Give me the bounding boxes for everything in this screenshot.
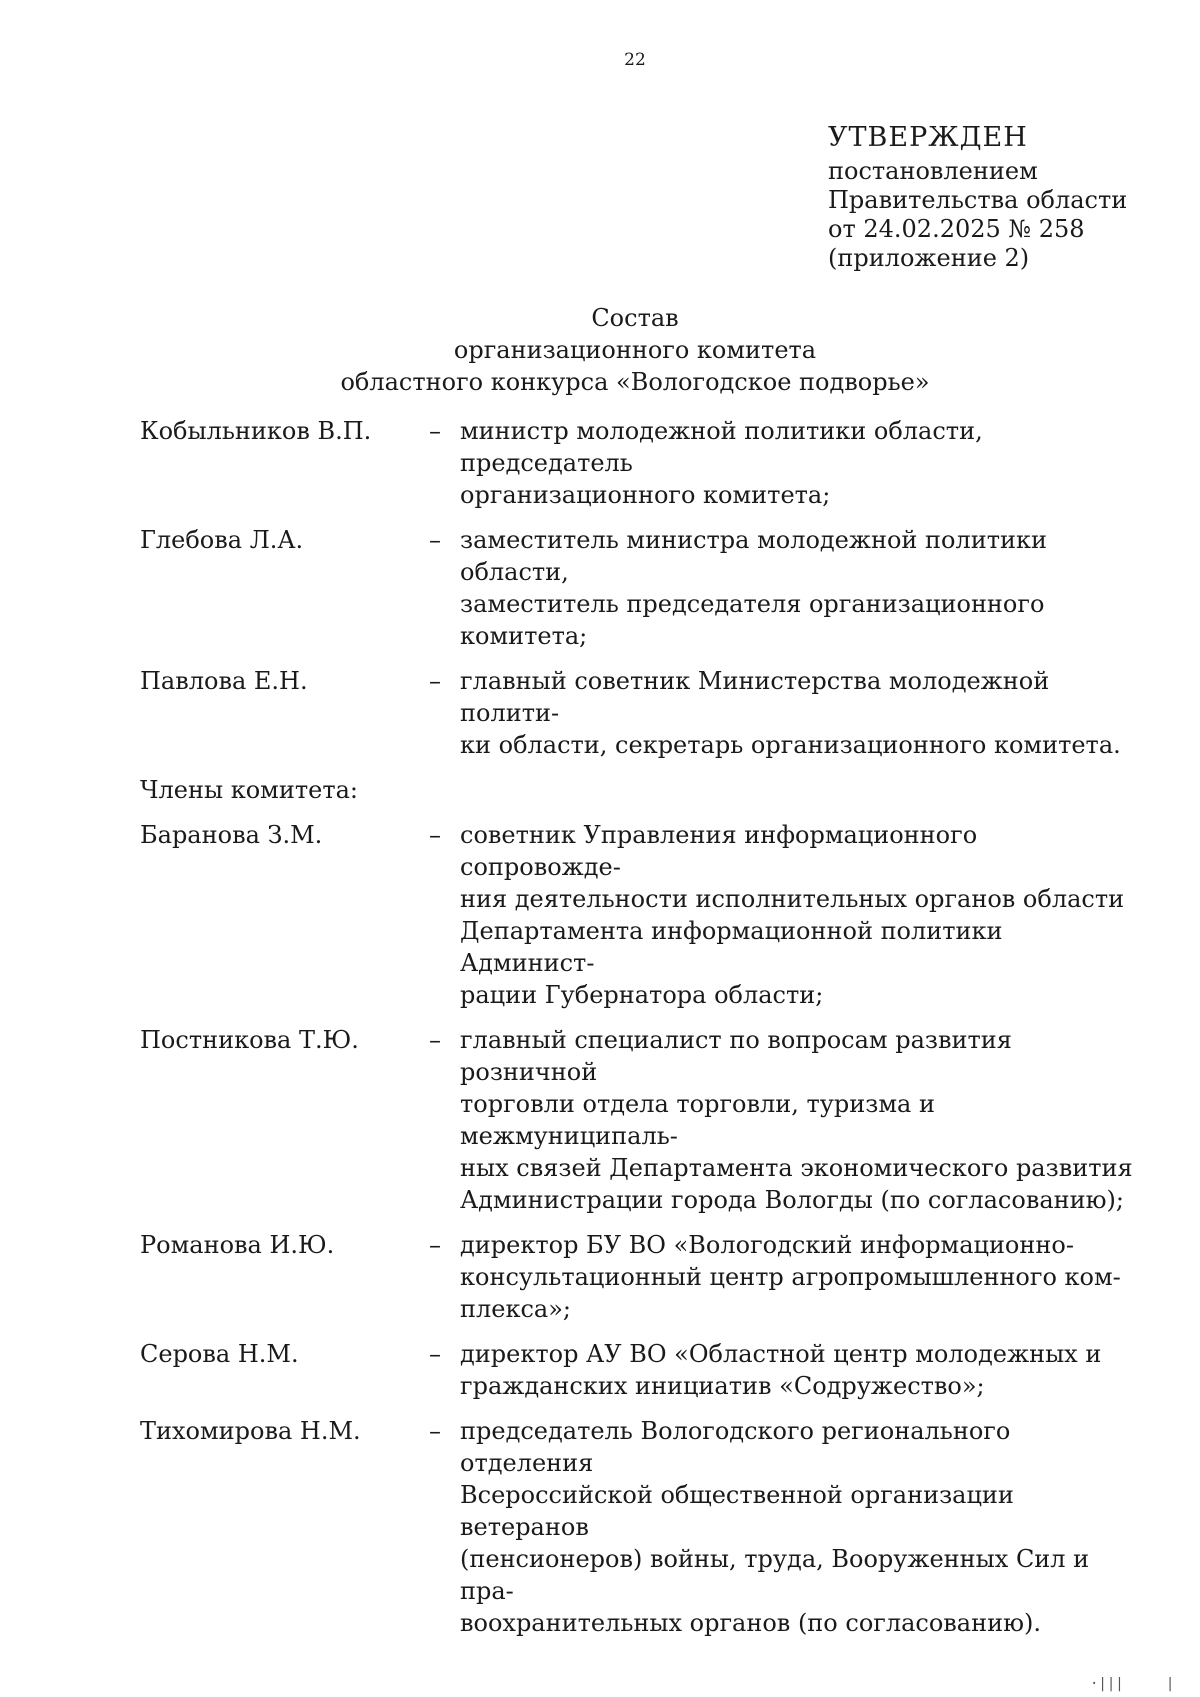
member-role xyxy=(460,665,1140,761)
member-role xyxy=(460,819,1140,1011)
member-role xyxy=(460,415,1140,511)
member-role xyxy=(460,524,1140,652)
role-line: консультационный центр агропромышленного ком- xyxy=(460,1263,1121,1291)
role-line: организационного комитета; xyxy=(460,481,831,509)
dash: – xyxy=(429,1417,441,1445)
roster-row-member xyxy=(140,1229,1140,1325)
heading-line: Состав xyxy=(591,304,679,332)
member-role xyxy=(460,1415,1140,1639)
dash: – xyxy=(429,1340,441,1368)
committee-roster xyxy=(140,415,1140,1652)
roster-row-member xyxy=(140,1024,1140,1216)
role-line: Администрации города Вологды (по согласованию); xyxy=(460,1186,1124,1214)
roster-row-chair xyxy=(140,415,1140,511)
member-name: Серова Н.М. xyxy=(140,1340,299,1368)
scan-edge-marks: ·||| | xyxy=(1090,1676,1175,1692)
dash: – xyxy=(429,417,441,445)
heading-line: организационного комитета xyxy=(453,336,817,364)
roster-row-deputy xyxy=(140,524,1140,652)
role-line: председатель Вологодского регионального отделения xyxy=(460,1417,1011,1477)
member-name: Постникова Т.Ю. xyxy=(140,1026,359,1054)
role-line: директор АУ ВО «Областной центр молодежных и xyxy=(460,1340,1102,1368)
member-name: Кобыльников В.П. xyxy=(140,417,372,445)
role-line: (пенсионеров) войны, труда, Вооруженных Сил и пра- xyxy=(460,1545,1090,1605)
member-role xyxy=(460,1338,1140,1402)
member-name: Тихомирова Н.М. xyxy=(140,1417,361,1445)
member-name: Романова И.Ю. xyxy=(140,1231,335,1259)
approval-line: (приложение 2) xyxy=(828,244,1030,272)
roster-row-member xyxy=(140,1338,1140,1402)
dash: – xyxy=(429,1231,441,1259)
dash: – xyxy=(429,667,441,695)
role-line: советник Управления информационного сопровожде- xyxy=(460,821,978,881)
approval-stamp xyxy=(828,122,1127,273)
member-role xyxy=(460,1024,1140,1216)
heading-line: областного конкурса «Вологодское подворье» xyxy=(340,368,930,396)
role-line: главный советник Министерства молодежной полити- xyxy=(460,667,1050,727)
member-name: Глебова Л.А. xyxy=(140,526,304,554)
role-line: рации Губернатора области; xyxy=(460,981,824,1009)
member-name: Павлова Е.Н. xyxy=(140,667,308,695)
approval-title: УТВЕРЖДЕН xyxy=(828,122,1028,153)
approval-line: постановлением xyxy=(828,157,1038,185)
dash: – xyxy=(429,1026,441,1054)
role-line: воохранительных органов (по согласованию). xyxy=(460,1609,1041,1637)
member-role xyxy=(460,1229,1140,1325)
role-line: плекса»; xyxy=(460,1295,571,1323)
role-line: торговли отдела торговли, туризма и межмуниципаль- xyxy=(460,1090,935,1150)
roster-row-secretary xyxy=(140,665,1140,761)
role-line: главный специалист по вопросам развития розничной xyxy=(460,1026,1012,1086)
role-line: ных связей Департамента экономического развития xyxy=(460,1154,1133,1182)
role-line: Департамента информационной политики Админист- xyxy=(460,917,1003,977)
role-line: министр молодежной политики области, председатель xyxy=(460,417,983,477)
role-line: гражданских инициатив «Содружество»; xyxy=(460,1372,985,1400)
role-line: директор БУ ВО «Вологодский информационно- xyxy=(460,1231,1074,1259)
approval-line: Правительства области xyxy=(828,186,1128,214)
dash: – xyxy=(429,526,441,554)
dash: – xyxy=(429,821,441,849)
role-line: заместитель министра молодежной политики области, xyxy=(460,526,1047,586)
role-line: ния деятельности исполнительных органов области xyxy=(460,885,1125,913)
document-heading xyxy=(0,302,1200,398)
members-label: Члены комитета: xyxy=(140,776,358,804)
page-number: 22 xyxy=(624,50,646,70)
roster-row-member xyxy=(140,1415,1140,1639)
role-line: ки области, секретарь организационного комитета. xyxy=(460,731,1121,759)
member-name: Баранова З.М. xyxy=(140,821,323,849)
roster-row-member xyxy=(140,819,1140,1011)
approval-line: от 24.02.2025 № 258 xyxy=(828,215,1085,243)
role-line: Всероссийской общественной организации ветеранов xyxy=(460,1481,1014,1541)
role-line: заместитель председателя организационного комитета; xyxy=(460,590,1045,650)
